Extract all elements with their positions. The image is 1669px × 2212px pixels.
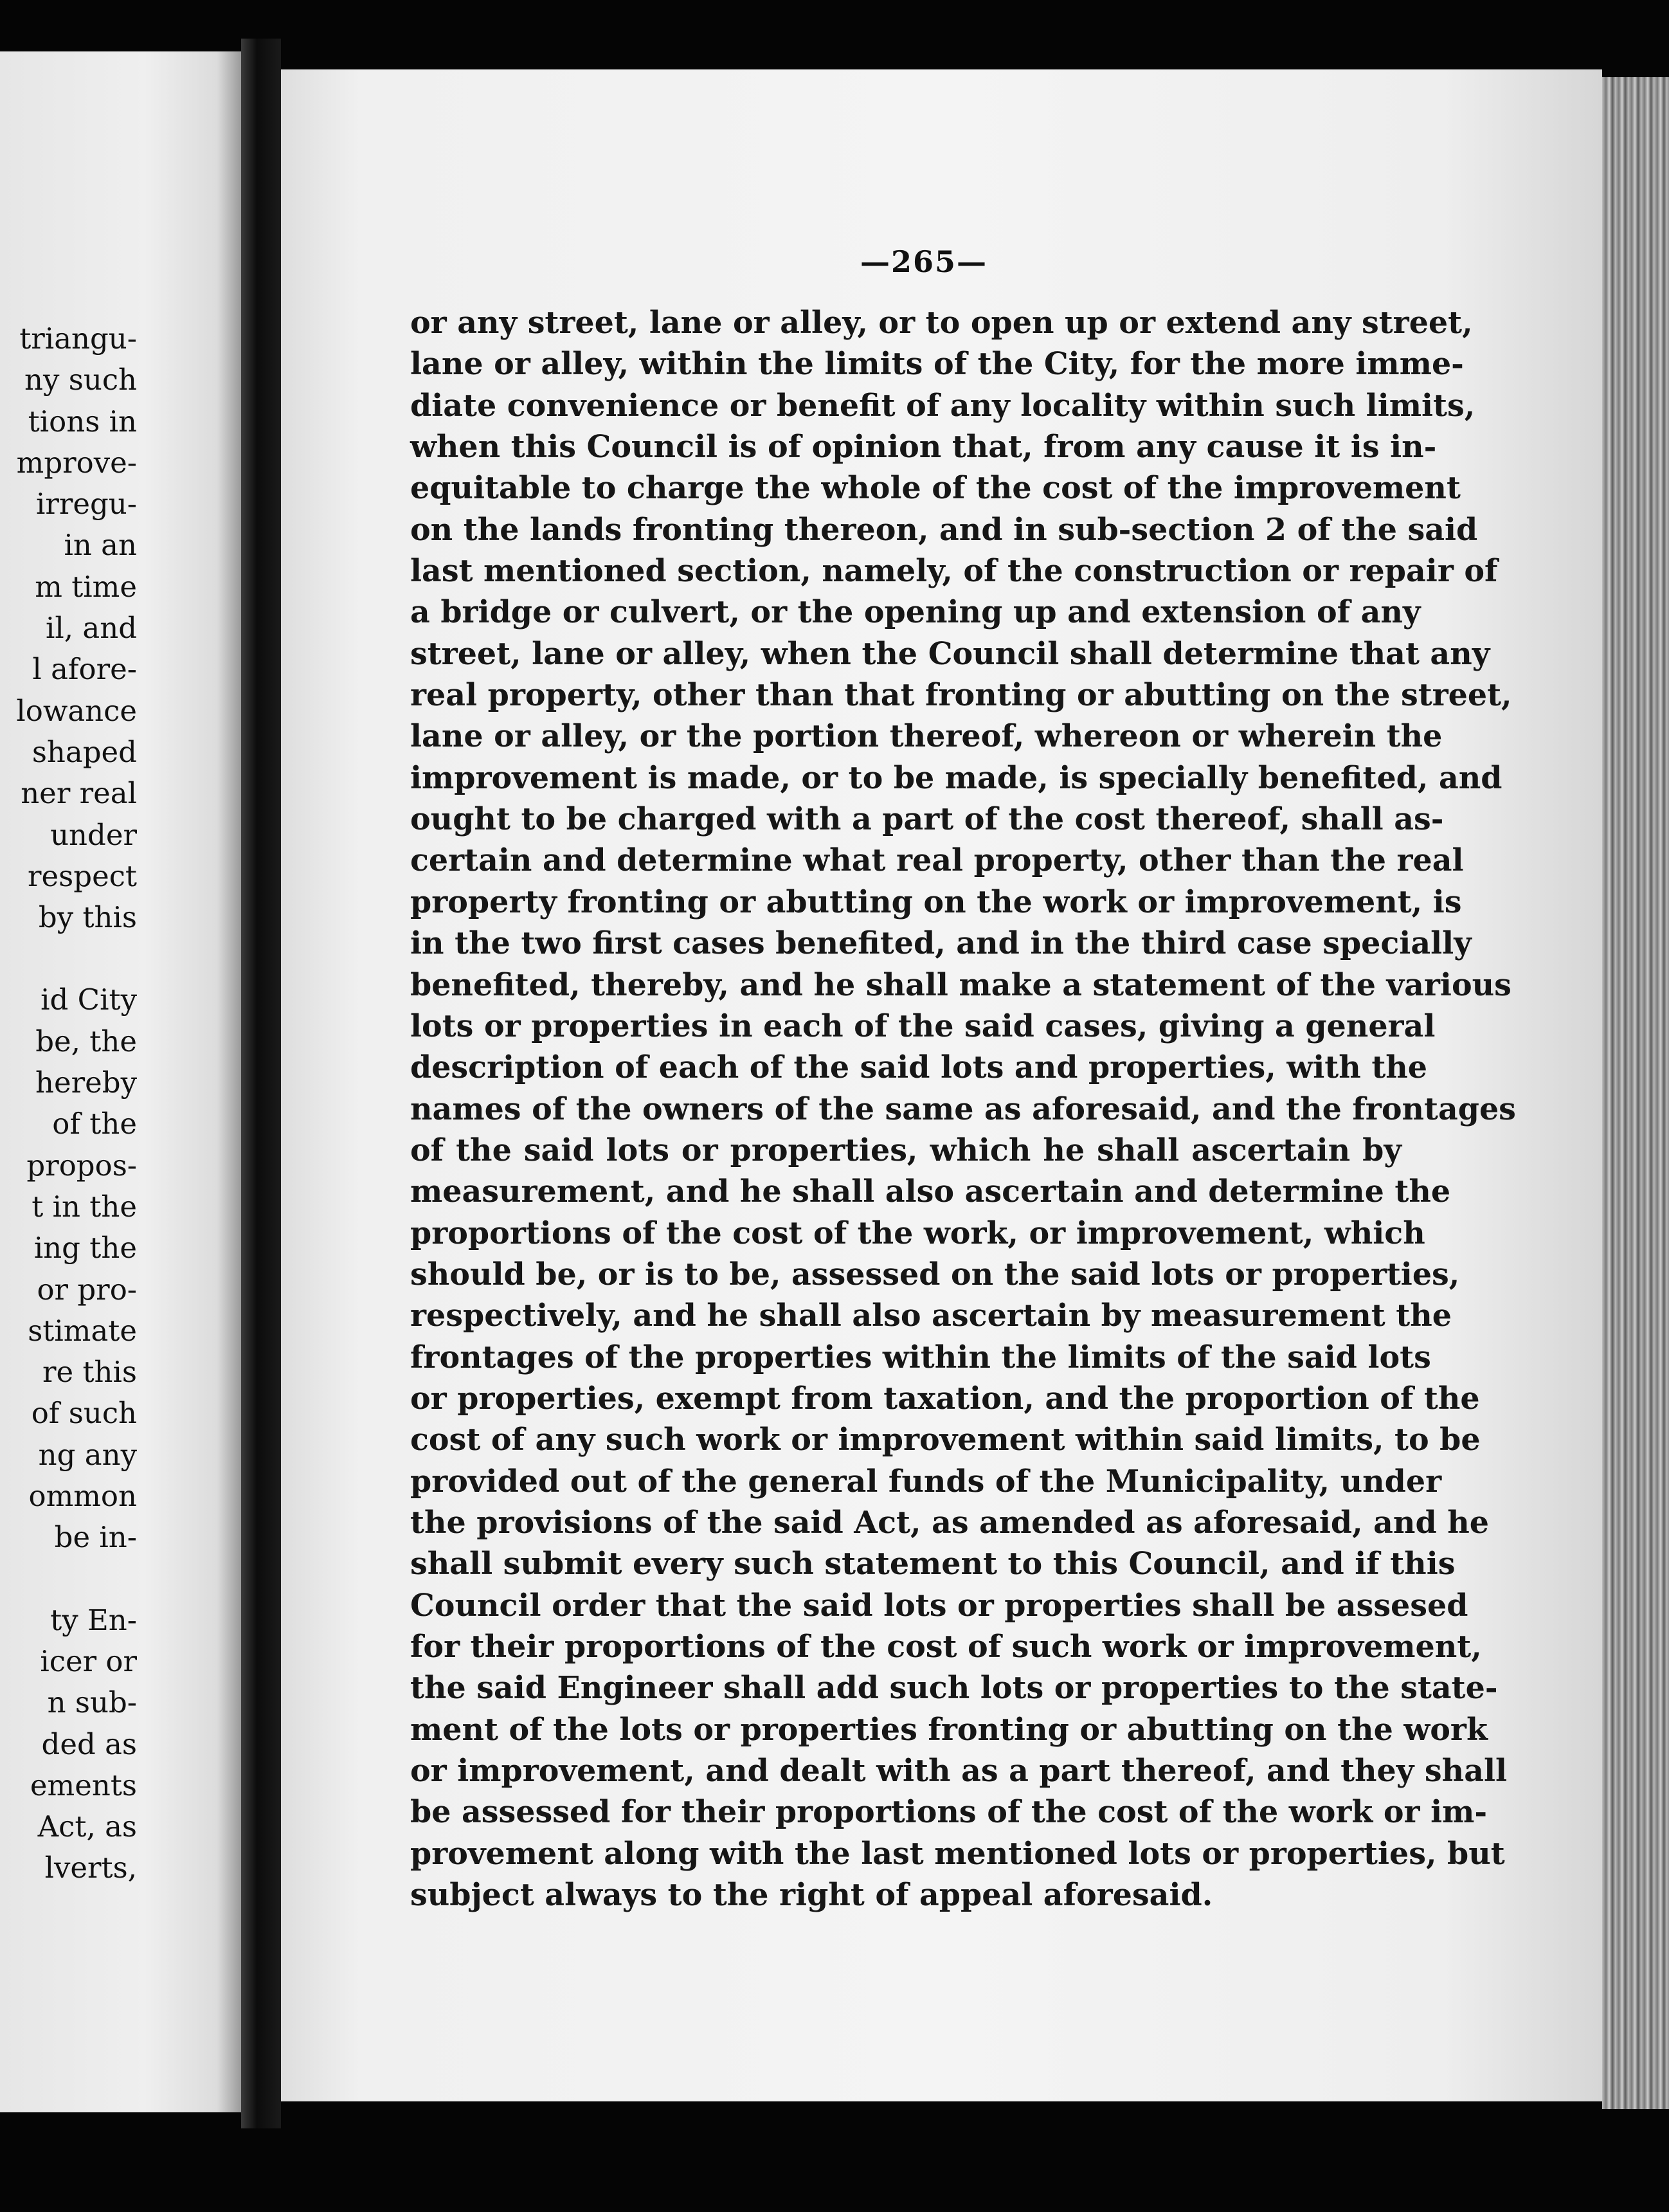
left-page-line: propos-: [26, 1148, 137, 1183]
left-page-line: in an: [64, 528, 137, 563]
text-line: or properties, exempt from taxation, and the proportion of the: [410, 1380, 1480, 1417]
text-line: names of the owners of the same as aforesaid, and the frontages: [410, 1091, 1516, 1127]
left-page-line: lowance: [16, 693, 137, 728]
text-line: subject always to the right of appeal aforesaid.: [410, 1877, 1213, 1914]
left-page: [0, 51, 241, 2112]
left-page-line: by this: [38, 900, 137, 935]
left-page-line: m time: [35, 569, 137, 604]
left-page-line: mprove-: [16, 445, 137, 480]
text-line: description of each of the said lots and properties, with the: [410, 1049, 1428, 1086]
text-line: provided out of the general funds of the Municipality, under: [410, 1463, 1442, 1500]
text-line: be assessed for their proportions of the cost of the work or im-: [410, 1794, 1488, 1831]
text-line: the provisions of the said Act, as amended as aforesaid, and he: [410, 1504, 1489, 1541]
text-line: equitable to charge the whole of the cost of the improvement: [410, 470, 1461, 507]
text-line: on the lands fronting thereon, and in sub-section 2 of the said: [410, 511, 1478, 548]
left-page-text: [16, 318, 137, 1889]
left-page-line: id City: [41, 983, 137, 1017]
text-line: or improvement, and dealt with as a part thereof, and they shall: [410, 1753, 1508, 1790]
left-page-line: hereby: [35, 1065, 137, 1100]
text-line: respectively, and he shall also ascertain by measurement the: [410, 1298, 1452, 1334]
text-line: measurement, and he shall also ascertain and determine the: [410, 1174, 1451, 1210]
left-page-line: ny such: [24, 363, 137, 397]
left-page-line: respect: [28, 858, 137, 893]
text-line: ought to be charged with a part of the cost thereof, shall as-: [410, 801, 1444, 838]
text-line: lane or alley, or the portion thereof, whereon or wherein the: [410, 718, 1443, 755]
text-line: when this Council is of opinion that, from any cause it is in-: [410, 429, 1437, 466]
text-line: diate convenience or benefit of any locality within such limits,: [410, 387, 1475, 424]
left-block-c: [16, 1600, 137, 1889]
left-page-line: of the: [52, 1107, 137, 1141]
left-page-line: ements: [30, 1768, 137, 1802]
left-page-line: be in-: [54, 1520, 137, 1555]
text-line: benefited, thereby, and he shall make a statement of the various: [410, 966, 1511, 1003]
text-line: improvement is made, or to be made, is specially benefited, and: [410, 759, 1502, 796]
text-line: lots or properties in each of the said cases, giving a general: [410, 1008, 1436, 1044]
body-text: [410, 302, 1516, 1916]
left-page-line: shaped: [32, 734, 137, 769]
left-page-line: re this: [42, 1355, 137, 1390]
page-edges: [1602, 77, 1669, 2109]
text-line: last mentioned section, namely, of the construction or repair of: [410, 553, 1498, 590]
text-line: real property, other than that fronting or abutting on the street,: [410, 677, 1512, 714]
text-line: a bridge or culvert, or the opening up and extension of any: [410, 594, 1421, 631]
text-line: street, lane or alley, when the Council shall determine that any: [410, 635, 1490, 672]
left-page-line: tions in: [28, 404, 137, 439]
text-line: in the two first cases benefited, and in the third case specially: [410, 925, 1472, 962]
left-page-line: under: [50, 817, 137, 852]
left-page-line: ner real: [21, 776, 137, 811]
left-page-line: ded as: [41, 1727, 137, 1761]
text-line: lane or alley, within the limits of the City, for the more imme-: [410, 346, 1464, 383]
left-page-line: ty En-: [50, 1602, 137, 1637]
left-page-line: irregu-: [35, 487, 137, 521]
left-page-line: il, and: [45, 611, 137, 646]
text-line: of the said lots or properties, which he shall ascertain by: [410, 1132, 1402, 1168]
text-line: provement along with the last mentioned lots or properties, but: [410, 1835, 1505, 1872]
left-page-line: icer or: [40, 1644, 137, 1678]
text-line: shall submit every such statement to this Council, and if this: [410, 1546, 1456, 1582]
left-page-line: t in the: [32, 1189, 137, 1224]
left-page-line: stimate: [28, 1313, 137, 1348]
page-number: —265—: [860, 244, 988, 279]
left-page-line: or pro-: [37, 1272, 137, 1307]
text-line: or any street, lane or alley, or to open up or extend any street,: [410, 305, 1473, 341]
left-page-line: ing the: [33, 1231, 137, 1265]
text-line: property fronting or abutting on the work or improvement, is: [410, 884, 1462, 920]
text-line: certain and determine what real property, other than the real: [410, 842, 1464, 879]
text-line: should be, or is to be, assessed on the said lots or properties,: [410, 1256, 1460, 1292]
left-page-line: triangu-: [19, 322, 137, 356]
left-page-line: ng any: [38, 1437, 137, 1472]
left-block-a: [16, 318, 137, 938]
text-line: frontages of the properties within the limits of the said lots: [410, 1339, 1431, 1375]
text-line: cost of any such work or improvement within said limits, to be: [410, 1422, 1481, 1458]
left-page-line: of such: [31, 1396, 137, 1431]
left-page-line: be, the: [35, 1024, 137, 1058]
left-gap: [16, 938, 137, 979]
left-block-b: [16, 979, 137, 1558]
left-page-line: Act, as: [37, 1809, 137, 1844]
text-line: the said Engineer shall add such lots or properties to the state-: [410, 1670, 1498, 1707]
text-line: for their proportions of the cost of such work or improvement,: [410, 1629, 1482, 1665]
left-page-line: l afore-: [32, 652, 137, 687]
left-gap: [16, 1559, 137, 1600]
text-line: ment of the lots or properties fronting or abutting on the work: [410, 1711, 1488, 1748]
text-line: Council order that the said lots or properties shall be assesed: [410, 1587, 1468, 1624]
book-gutter: [241, 39, 281, 2128]
text-line: proportions of the cost of the work, or improvement, which: [410, 1215, 1425, 1251]
left-page-line: lverts,: [44, 1851, 137, 1885]
left-page-line: n sub-: [47, 1685, 137, 1720]
left-page-line: ommon: [28, 1479, 137, 1514]
